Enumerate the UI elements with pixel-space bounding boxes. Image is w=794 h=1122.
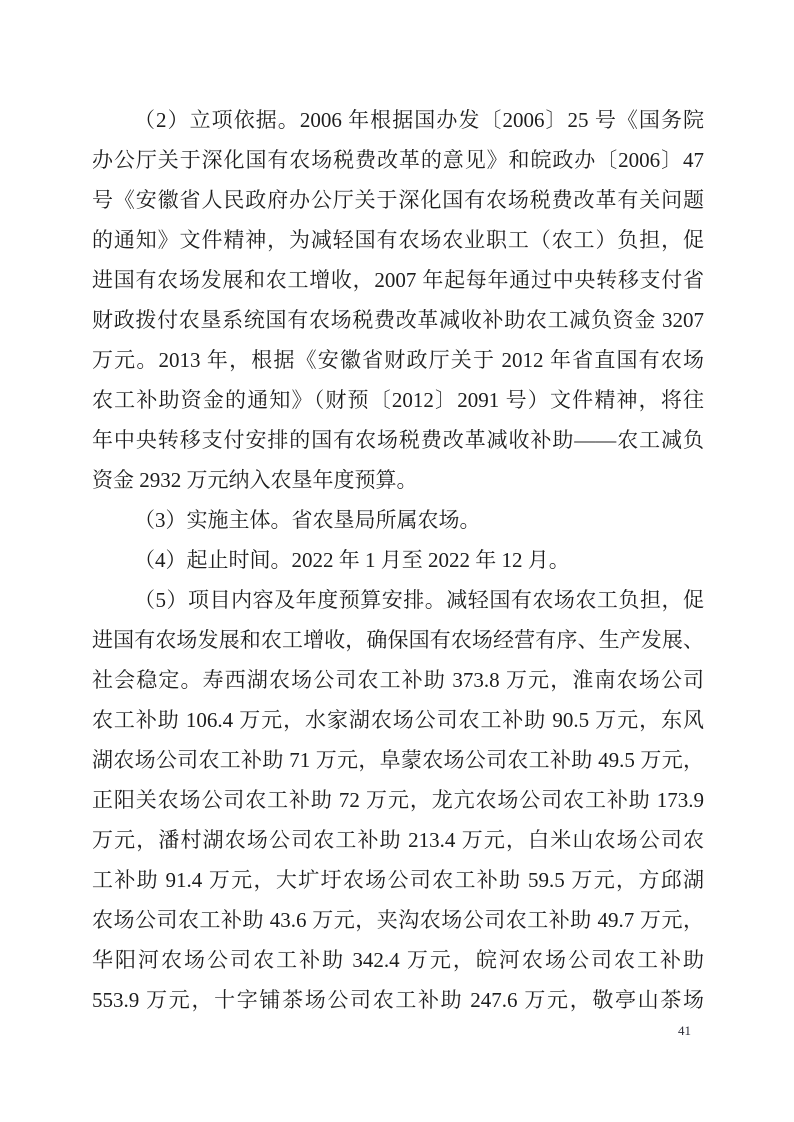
text-line: 号《安徽省人民政府办公厅关于深化国有农场税费改革有关问题 [92, 188, 704, 212]
text-line: （5）项目内容及年度预算安排。减轻国有农场农工负担，促 [134, 588, 704, 612]
document-body [92, 100, 704, 1020]
text-line: 553.9 万元，十字铺茶场公司农工补助 247.6 万元，敬亭山茶场 [92, 988, 704, 1012]
text-line: 社会稳定。寿西湖农场公司农工补助 373.8 万元，淮南农场公司 [92, 668, 704, 692]
text-line: 资金 2932 万元纳入农垦年度预算。 [92, 468, 418, 492]
text-line: 农工补助资金的通知》（财预〔2012〕2091 号）文件精神，将往 [92, 388, 704, 412]
text-line: （4）起止时间。2022 年 1 月至 2022 年 12 月。 [134, 548, 570, 572]
text-line: 财政拨付农垦系统国有农场税费改革减收补助农工减负资金 3207 [92, 308, 704, 332]
text-line: 的通知》文件精神，为减轻国有农场农业职工（农工）负担，促 [92, 228, 704, 252]
page-number: 41 [678, 1023, 691, 1038]
text-line: 万元，潘村湖农场公司农工补助 213.4 万元，白米山农场公司农 [92, 828, 704, 852]
text-line: 正阳关农场公司农工补助 72 万元，龙亢农场公司农工补助 173.9 [92, 788, 704, 812]
text-line: 工补助 91.4 万元，大圹圩农场公司农工补助 59.5 万元，方邱湖 [92, 868, 704, 892]
text-line: 湖农场公司农工补助 71 万元，阜蒙农场公司农工补助 49.5 万元， [92, 748, 704, 772]
text-line: （3）实施主体。省农垦局所属农场。 [134, 508, 481, 532]
text-line: 年中央转移支付安排的国有农场税费改革减收补助——农工减负 [92, 428, 704, 452]
text-line: 农工补助 106.4 万元，水家湖农场公司农工补助 90.5 万元，东风 [92, 708, 704, 732]
text-line: 进国有农场发展和农工增收，确保国有农场经营有序、生产发展、 [92, 628, 704, 652]
text-line: 华阳河农场公司农工补助 342.4 万元，皖河农场公司农工补助 [92, 948, 704, 972]
text-line: 办公厅关于深化国有农场税费改革的意见》和皖政办〔2006〕47 [92, 148, 704, 172]
text-line: 万元。2013 年，根据《安徽省财政厅关于 2012 年省直国有农场 [92, 348, 704, 372]
text-line: 进国有农场发展和农工增收，2007 年起每年通过中央转移支付省 [92, 268, 704, 292]
text-line: （2）立项依据。2006 年根据国办发〔2006〕25 号《国务院 [134, 108, 704, 132]
text-line: 农场公司农工补助 43.6 万元，夹沟农场公司农工补助 49.7 万元， [92, 908, 704, 932]
